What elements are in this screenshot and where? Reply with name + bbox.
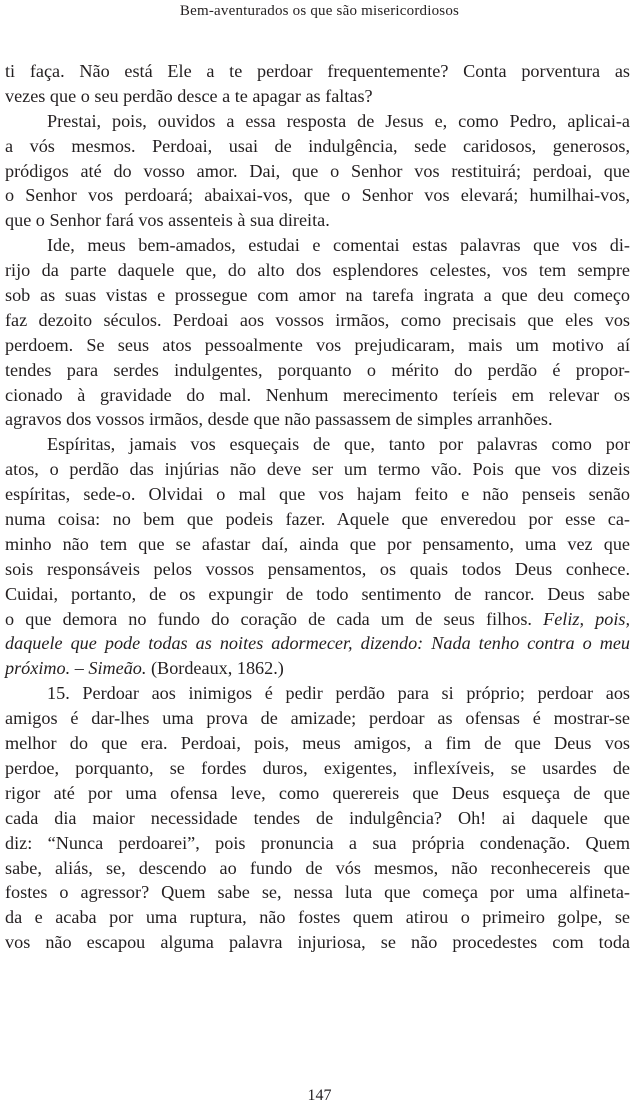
- text-line: numa coisa: no bem que podeis fazer. Aquele que enveredou por esse ca-: [5, 509, 630, 530]
- italic-text: Feliz, pois,: [543, 608, 631, 629]
- paragraph-start-line: Ide, meus bem-amados, estudai e comentai estas palavras que vos di-: [47, 235, 630, 256]
- text-line: da e acaba por uma ruptura, não fostes quem atirou o primeiro golpe, se: [5, 907, 630, 928]
- text-line: o que demora no fundo do coração de cada um de seus filhos. Feliz, pois,: [5, 608, 631, 629]
- text-line: perdoem. Se seus atos pessoalmente vos prejudicaram, mais um motivo aí: [5, 334, 630, 355]
- running-header: Bem-aventurados os que são misericordiosos: [179, 3, 460, 19]
- text-line: espíritas, sede-o. Olvidai o mal que vos hajam feito e não penseis senão: [5, 484, 630, 505]
- text-line: rijo da parte daquele que, do alto dos esplendores celestes, vos tem sempre: [5, 260, 630, 281]
- text-line: atos, o perdão das injúrias não deve ser um termo vão. Pois que vos dizeis: [5, 459, 630, 480]
- text-line: que o Senhor fará vos assenteis à sua direita.: [5, 210, 330, 231]
- text-line: ti faça. Não está Ele a te perdoar frequentemente? Conta porventura as: [5, 61, 630, 81]
- text-line: perdoe, porquanto, se fordes duros, exigentes, inflexíveis, se usardes de: [5, 757, 630, 778]
- paragraph-start-line: 15. Perdoar aos inimigos é pedir perdão para si próprio; perdoar aos: [47, 683, 630, 704]
- text-line: rigor até por uma ofensa leve, como querereis que Deus esqueça de que: [5, 782, 630, 803]
- text-line: sabe, aliás, se, descendo ao fundo de vós mesmos, não reconhecereis que: [5, 857, 630, 878]
- italic-text: próximo. – Simeão.: [5, 658, 147, 679]
- page-number: 147: [307, 1087, 332, 1104]
- body-text: [5, 59, 630, 955]
- text-line: cada dia maior necessidade tendes de indulgência? Oh! ai daquele que: [5, 807, 630, 828]
- text-line: fostes o agressor? Quem sabe se, nessa luta que começa por uma alfineta-: [5, 882, 630, 903]
- text-line: Cuidai, portanto, de os expungir de todo sentimento de rancor. Deus sabe: [5, 583, 630, 604]
- text-line: minho não tem que se afastar daí, ainda que por pensamento, uma vez que: [5, 533, 630, 554]
- text-line: próximo. – Simeão. (Bordeaux, 1862.): [5, 658, 284, 679]
- text-line: tendes para serdes indulgentes, porquanto o mérito do perdão é propor-: [5, 359, 630, 380]
- text-line: vos não escapou alguma palavra injuriosa, se não procedestes com toda: [5, 932, 630, 953]
- text-line: cionado à gravidade do mal. Nenhum merecimento teríeis em relevar os: [5, 384, 630, 405]
- text-line: sob as suas vistas e prossegue com amor na tarefa ingrata a que deu começo: [5, 285, 630, 306]
- paragraph-start-line: Espíritas, jamais vos esqueçais de que, tanto por palavras como por: [47, 434, 630, 455]
- text-line: faz dezoito séculos. Perdoai aos vossos irmãos, como precisais que eles vos: [5, 309, 630, 330]
- text-line: melhor do que era. Perdoai, pois, meus amigos, a fim de que Deus vos: [5, 733, 630, 754]
- text-line: sois responsáveis pelos vossos pensamentos, os quais todos Deus conhece.: [5, 558, 630, 579]
- italic-text: daquele que pode todas as noites adormecer, dizendo: Nada tenho contra o meu: [5, 633, 630, 654]
- text-line: amigos é dar-lhes uma prova de amizade; perdoar as ofensas é mostrar-se: [5, 708, 630, 729]
- text-line: diz: “Nunca perdoarei”, pois pronuncia a sua própria condenação. Quem: [5, 832, 630, 853]
- text-line: agravos dos vossos irmãos, desde que não passassem de simples arranhões.: [5, 409, 553, 430]
- text-line: vezes que o seu perdão desce a te apagar as faltas?: [5, 85, 373, 106]
- text-line: a vós mesmos. Perdoai, usai de indulgência, sede caridosos, generosos,: [5, 135, 630, 156]
- text-line: pródigos até do vosso amor. Dai, que o Senhor vos restituirá; perdoai, que: [5, 160, 630, 181]
- text-line: o Senhor vos perdoará; abaixai-vos, que o Senhor vos elevará; humilhai-vos,: [5, 185, 630, 206]
- paragraph-start-line: Prestai, pois, ouvidos a essa resposta de Jesus e, como Pedro, aplicai-a: [47, 110, 630, 131]
- text-line: [5, 631, 630, 656]
